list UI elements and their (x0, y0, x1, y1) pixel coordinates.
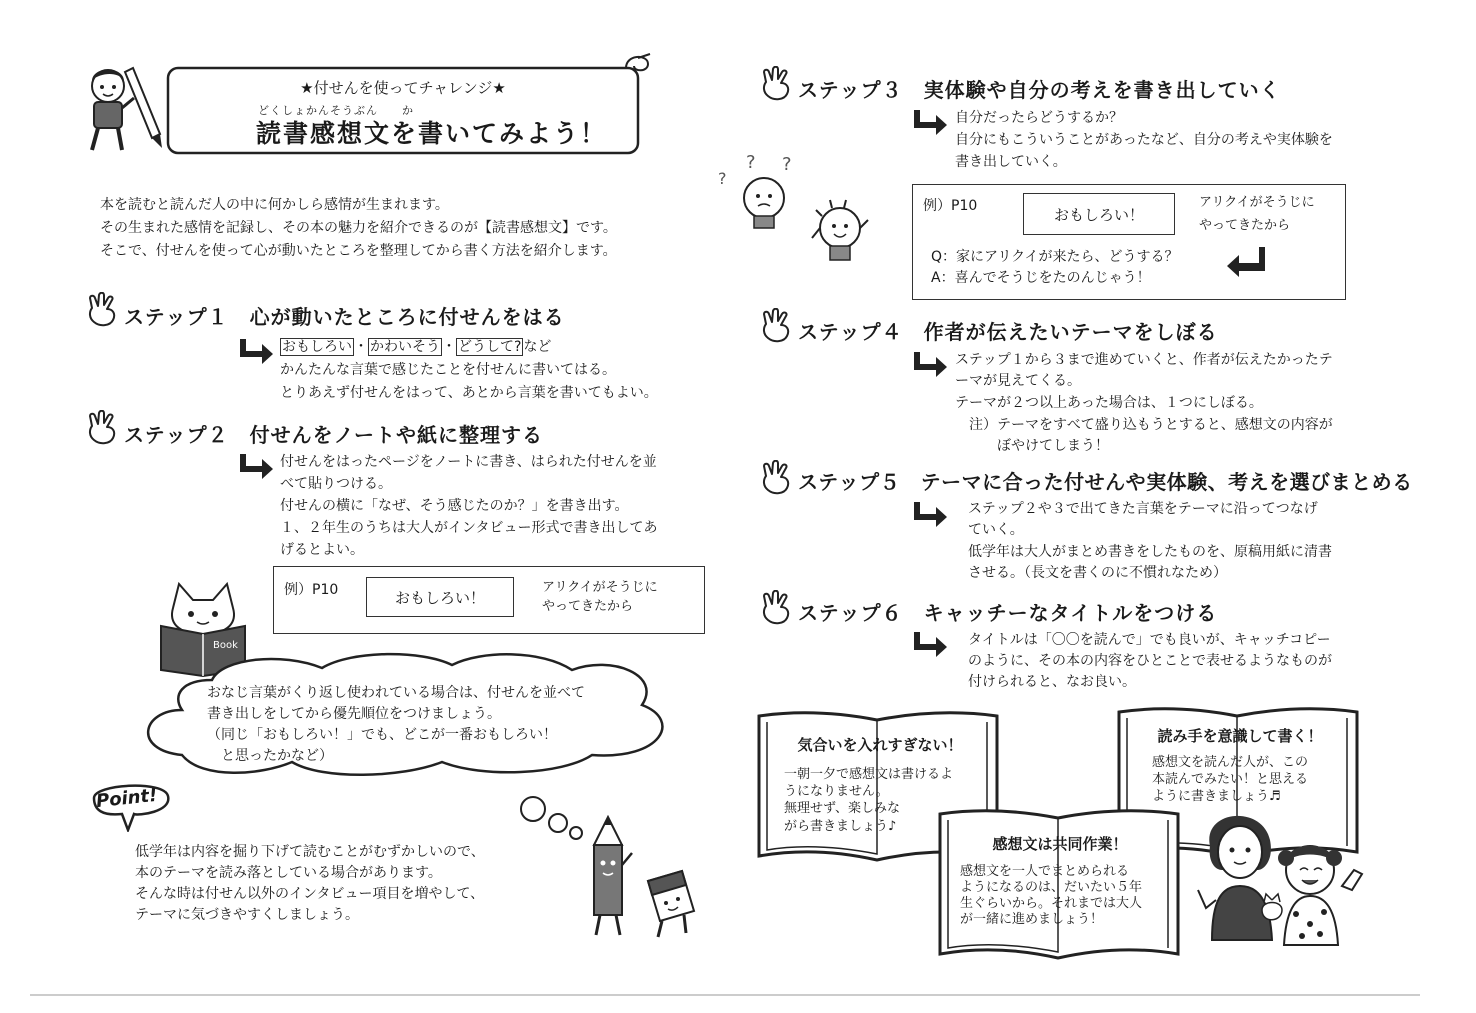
book-tip-3 (960, 833, 1160, 928)
book-tip-line: 本読んでみたい！と思える (1152, 772, 1309, 787)
point-line: そんな時は付せん以外のインタビュー項目を増やして、 (135, 886, 485, 902)
example-reason (542, 578, 658, 616)
title-ruby: どくしょかんそうぶん か (258, 104, 414, 117)
question-mark: ? (746, 152, 756, 173)
book-tip-line: 一朝一夕で感想文は書けるよ (784, 767, 954, 782)
step4-line: テーマが２つ以上あった場合は、１つにしぼる。 (955, 395, 1263, 411)
book-tip-line: ように書きましょう♬ (1152, 789, 1281, 804)
step4-line: ステップ１から３まで進めていくと、作者が伝えたかったテ (955, 352, 1333, 368)
point-line: テーマに気づきやすくしましょう。 (135, 907, 359, 923)
step3-line: 自分にもこういうことがあったなど、自分の考えや実体験を (955, 132, 1333, 148)
step4-line: ーマが見えてくる。 (955, 373, 1081, 389)
example-reason (1199, 193, 1315, 235)
bent-arrow-icon (910, 630, 950, 658)
banner-subtitle: ★付せんを使ってチャレンジ★ (300, 79, 506, 97)
book-tip-line: ようになるのは、だいたい５年 (960, 880, 1143, 895)
pointing-hand-icon (760, 308, 796, 344)
book-tip-line: うになりません。 (784, 784, 889, 799)
sticky-note-text: おもしろい！ (1053, 205, 1144, 224)
step2-line: 付せんをはったページをノートに書き、はられた付せんを並 (280, 454, 657, 470)
step6-title: ステップ６ キャッチーなタイトルをつける (798, 601, 1218, 625)
book-tip-line: 感想文を一人でまとめられる (960, 864, 1130, 879)
step2-body (280, 452, 657, 561)
step3-example-box (912, 184, 1346, 300)
intro-line: 本を読むと読んだ人の中に何かしら感情が生まれます。 (100, 197, 449, 213)
question-mark: ? (782, 154, 792, 175)
boy-with-pencil-illustration (78, 58, 188, 168)
title-banner (78, 48, 653, 158)
words-suffix: など (523, 339, 552, 355)
book-tip-2 (1140, 725, 1340, 805)
point-badge-label: Point! (95, 784, 159, 813)
book-tip-line: がら書きましょう♪ (784, 819, 897, 834)
step6-line: のように、その本の内容をひとことで表せるようなものが (968, 653, 1332, 669)
step2-line: 付せんの横に「なぜ、そう感じたのか？」を書き出す。 (280, 498, 629, 514)
book-tip-body (960, 864, 1160, 928)
step5-title: ステップ５ テーマに合った付せんや実体験、考えを選びまとめる (798, 470, 1413, 494)
step5-line: させる。（長文を書くのに不慣れなため） (968, 565, 1227, 581)
step5-line: ていく。 (968, 522, 1024, 538)
step2-example-box (273, 566, 705, 634)
book-tip-title: 感想文は共同作業！ (992, 835, 1128, 853)
bent-arrow-icon (236, 337, 276, 365)
separator: ・ (354, 339, 368, 355)
step3-body (955, 108, 1333, 173)
sticky-note (1023, 193, 1175, 235)
step5-line: 低学年は大人がまとめ書きをしたものを、原稿用紙に清書 (968, 544, 1332, 560)
reason-line: アリクイがそうじに (1199, 195, 1315, 210)
step4-note-line: 注）テーマをすべて盛り込もうとすると、感想文の内容が (969, 417, 1333, 433)
cloud-line: 書き出しをしてから優先順位をつけましょう。 (207, 706, 501, 722)
step6-line: タイトルは「〇〇を読んで」でも良いが、キャッチコピー (968, 632, 1331, 648)
step5-body (968, 499, 1332, 584)
pencil-and-eraser-illustration (582, 815, 702, 945)
intro-line: その生まれた感情を記録し、その本の魅力を紹介できるのが【読書感想文】です。 (100, 220, 617, 236)
bent-arrow-icon (910, 350, 950, 378)
sticky-note-text: おもしろい！ (394, 588, 485, 607)
separator: ・ (442, 339, 456, 355)
intro-text (100, 195, 617, 262)
pointing-hand-icon (86, 410, 122, 446)
point-text (135, 842, 485, 926)
cloud-line: と思ったかなど） (207, 748, 333, 764)
step3-title: ステップ３ 実体験や自分の考えを書き出していく (798, 78, 1281, 102)
reason-line: やってきたから (1199, 218, 1291, 233)
step4-body (955, 350, 1333, 457)
lightbulb-characters-illustration (712, 150, 892, 270)
book-tip-title: 読み手を意識して書く！ (1157, 727, 1323, 745)
reason-line: やってきたから (542, 599, 634, 614)
step1-line: とりあえず付せんをはって、あとから言葉を書いてもよい。 (280, 385, 658, 401)
sticky-word: おもしろい (282, 339, 352, 355)
example-page: 例）P10 (284, 582, 339, 598)
step2-line: げるとよい。 (280, 542, 364, 558)
step5-line: ステップ２や３で出てきた言葉をテーマに沿ってつなげ (968, 501, 1318, 517)
book-tip-line: が一緒に進めましょう！ (960, 912, 1104, 927)
sticky-word: どうして? (458, 339, 522, 355)
step1-line: かんたんな言葉で感じたことを付せんに書いてはる。 (280, 362, 616, 378)
step6-line: 付けられると、なお良い。 (968, 674, 1136, 690)
bent-arrow-icon (910, 108, 950, 136)
example-qa (931, 247, 1178, 289)
book-label: Book (213, 640, 238, 651)
example-page: 例）P10 (923, 198, 978, 214)
step4-note-line: ぼやけてしまう！ (997, 438, 1109, 454)
reason-line: アリクイがそうじに (542, 580, 658, 595)
step1-title: ステップ１ 心が動いたところに付せんをはる (124, 305, 565, 329)
step4-title: ステップ４ 作者が伝えたいテーマをしぼる (798, 320, 1218, 344)
step1-words-line (280, 337, 658, 358)
cloud-text (207, 683, 585, 767)
book-tip-body (1152, 754, 1340, 805)
book-tip-title: 気合いを入れすぎない！ (797, 736, 963, 754)
cloud-line: （同じ「おもしろい！」でも、どこが一番おもしろい！ (207, 727, 557, 743)
question-line: Q：家にアリクイが来たら、どうする？ (931, 249, 1179, 265)
bottom-divider (30, 994, 1420, 996)
step3-line: 自分だったらどうするか？ (955, 110, 1123, 126)
cloud-line: おなじ言葉がくり返し使われている場合は、付せんを並べて (207, 685, 585, 701)
book-tip-line: 感想文を読んだ人が、この (1152, 755, 1309, 770)
step1-body (280, 337, 658, 404)
sticky-note (366, 577, 514, 617)
book-tip-line: 無理せず、楽しみな (784, 801, 900, 816)
point-line: 本のテーマを読み落としている場合があります。 (135, 865, 442, 881)
step2-line: １、２年生のうちは大人がインタビュー形式で書き出してあ (280, 520, 658, 536)
pointing-hand-icon (86, 292, 122, 328)
step2-line: べて貼りつける。 (280, 476, 392, 492)
step3-line: 書き出していく。 (955, 154, 1067, 170)
pointing-hand-icon (760, 66, 796, 102)
pointing-hand-icon (760, 460, 796, 496)
return-arrow-icon (1225, 245, 1267, 279)
step2-title: ステップ２ 付せんをノートや紙に整理する (124, 423, 543, 447)
sticky-word: かわいそう (370, 339, 440, 355)
page-title: 読書感想文を書いてみよう！ (256, 119, 608, 148)
pointing-hand-icon (760, 590, 796, 626)
book-tip-line: 生ぐらいから。それまでは大人 (960, 896, 1143, 911)
answer-line: A：喜んでそうじをたのんじゃう！ (931, 270, 1151, 286)
bent-arrow-icon (236, 452, 276, 480)
thought-bubbles (518, 795, 588, 845)
point-line: 低学年は内容を掘り下げて読むことがむずかしいので、 (135, 844, 485, 860)
mother-and-child-illustration (1192, 800, 1382, 950)
step6-body (968, 630, 1332, 693)
question-mark: ? (718, 169, 727, 188)
intro-line: そこで、付せんを使って心が動いたところを整理してから書く方法を紹介します。 (100, 243, 617, 259)
bent-arrow-icon (910, 500, 950, 528)
